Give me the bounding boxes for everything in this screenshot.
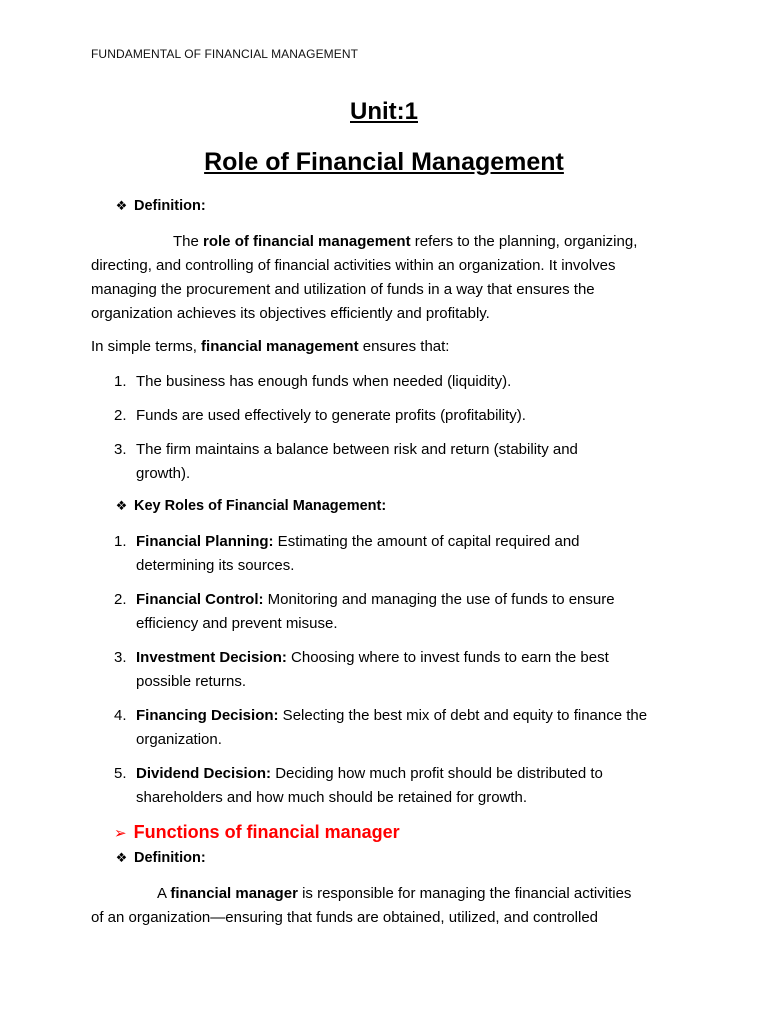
functions-heading xyxy=(114,822,400,843)
role-description: Selecting the best mix of debt and equity to finance the xyxy=(278,707,648,724)
arrowhead-bullet-icon: ➢ xyxy=(114,824,127,842)
list-text: growth). xyxy=(136,465,191,482)
definition-heading-2 xyxy=(114,850,206,866)
bold-term: role of financial management xyxy=(203,233,411,250)
role-term: Financial Control: xyxy=(136,591,264,608)
list-number: 3. xyxy=(114,649,127,666)
list-number: 4. xyxy=(114,707,127,724)
list-number: 1. xyxy=(114,533,127,550)
role-description: Monitoring and managing the use of funds to ensure xyxy=(263,591,615,608)
list-item xyxy=(114,438,634,486)
list-number: 3. xyxy=(114,441,127,458)
four-diamond-bullet-icon: ❖ xyxy=(115,498,128,513)
fm-line: of an organization—ensuring that funds are obtained, utilized, and controlled xyxy=(91,909,599,926)
list-item xyxy=(114,370,634,394)
role-text-cont: efficiency and prevent misuse. xyxy=(136,615,338,632)
definition-heading-2-label: Definition: xyxy=(134,850,206,866)
role-description: Estimating the amount of capital required and xyxy=(273,533,580,550)
role-text-cont: determining its sources. xyxy=(136,557,295,574)
bold-term: financial management xyxy=(201,338,359,355)
definition-line: organization achieves its objectives efficiently and profitably. xyxy=(91,305,490,322)
role-term: Dividend Decision: xyxy=(136,765,272,782)
list-item xyxy=(114,404,634,428)
role-text xyxy=(136,646,634,670)
text-run: The xyxy=(173,233,204,250)
role-term: Financial Planning: xyxy=(136,533,274,550)
role-term: Financing Decision: xyxy=(136,707,279,724)
role-item xyxy=(114,646,634,694)
list-text: The firm maintains a balance between risk and return (stability and xyxy=(136,441,578,458)
key-roles-heading-label: Key Roles of Financial Management: xyxy=(134,498,387,514)
role-description: Choosing where to invest funds to earn the best xyxy=(286,649,609,666)
list-text: Funds are used effectively to generate profits (profitability). xyxy=(136,407,526,424)
definition-line: managing the procurement and utilization of funds in a way that ensures the xyxy=(91,281,595,298)
definition-paragraph xyxy=(91,230,691,326)
role-item xyxy=(114,588,634,636)
role-item xyxy=(114,530,634,578)
list-number: 2. xyxy=(114,407,127,424)
running-header: FUNDAMENTAL OF FINANCIAL MANAGEMENT xyxy=(91,47,359,61)
role-text-cont: organization. xyxy=(136,731,222,748)
list-number: 5. xyxy=(114,765,127,782)
bold-term: financial manager xyxy=(170,885,298,902)
text-run: is responsible for managing the financial activities xyxy=(297,885,632,902)
text-run: ensures that: xyxy=(358,338,450,355)
role-text xyxy=(136,762,634,786)
simple-terms-line xyxy=(91,335,691,359)
text-run: refers to the planning, organizing, xyxy=(410,233,638,250)
definition-heading xyxy=(114,198,206,214)
four-diamond-bullet-icon: ❖ xyxy=(115,850,128,865)
text-run: A xyxy=(157,885,171,902)
key-roles-heading xyxy=(114,498,386,514)
definition-first-line xyxy=(91,230,691,254)
role-text-cont: shareholders and how much should be retained for growth. xyxy=(136,789,528,806)
financial-manager-paragraph xyxy=(91,882,691,930)
role-description: Deciding how much profit should be distributed to xyxy=(271,765,603,782)
role-item xyxy=(114,762,634,810)
role-text-cont: possible returns. xyxy=(136,673,247,690)
definition-heading-label: Definition: xyxy=(134,198,206,214)
list-number: 1. xyxy=(114,373,127,390)
role-text xyxy=(136,704,674,728)
functions-heading-label: Functions of financial manager xyxy=(133,822,400,842)
role-term: Investment Decision: xyxy=(136,649,287,666)
unit-title: Unit:1 xyxy=(350,98,418,125)
role-text xyxy=(136,588,634,612)
role-item xyxy=(114,704,674,752)
definition-line: directing, and controlling of financial activities within an organization. It involves xyxy=(91,257,616,274)
four-diamond-bullet-icon: ❖ xyxy=(115,198,128,213)
fm-first-line xyxy=(91,882,691,906)
list-text: The business has enough funds when needed (liquidity). xyxy=(136,373,512,390)
role-text xyxy=(136,530,634,554)
list-number: 2. xyxy=(114,591,127,608)
page-title: Role of Financial Management xyxy=(204,148,564,176)
text-run: In simple terms, xyxy=(91,338,202,355)
